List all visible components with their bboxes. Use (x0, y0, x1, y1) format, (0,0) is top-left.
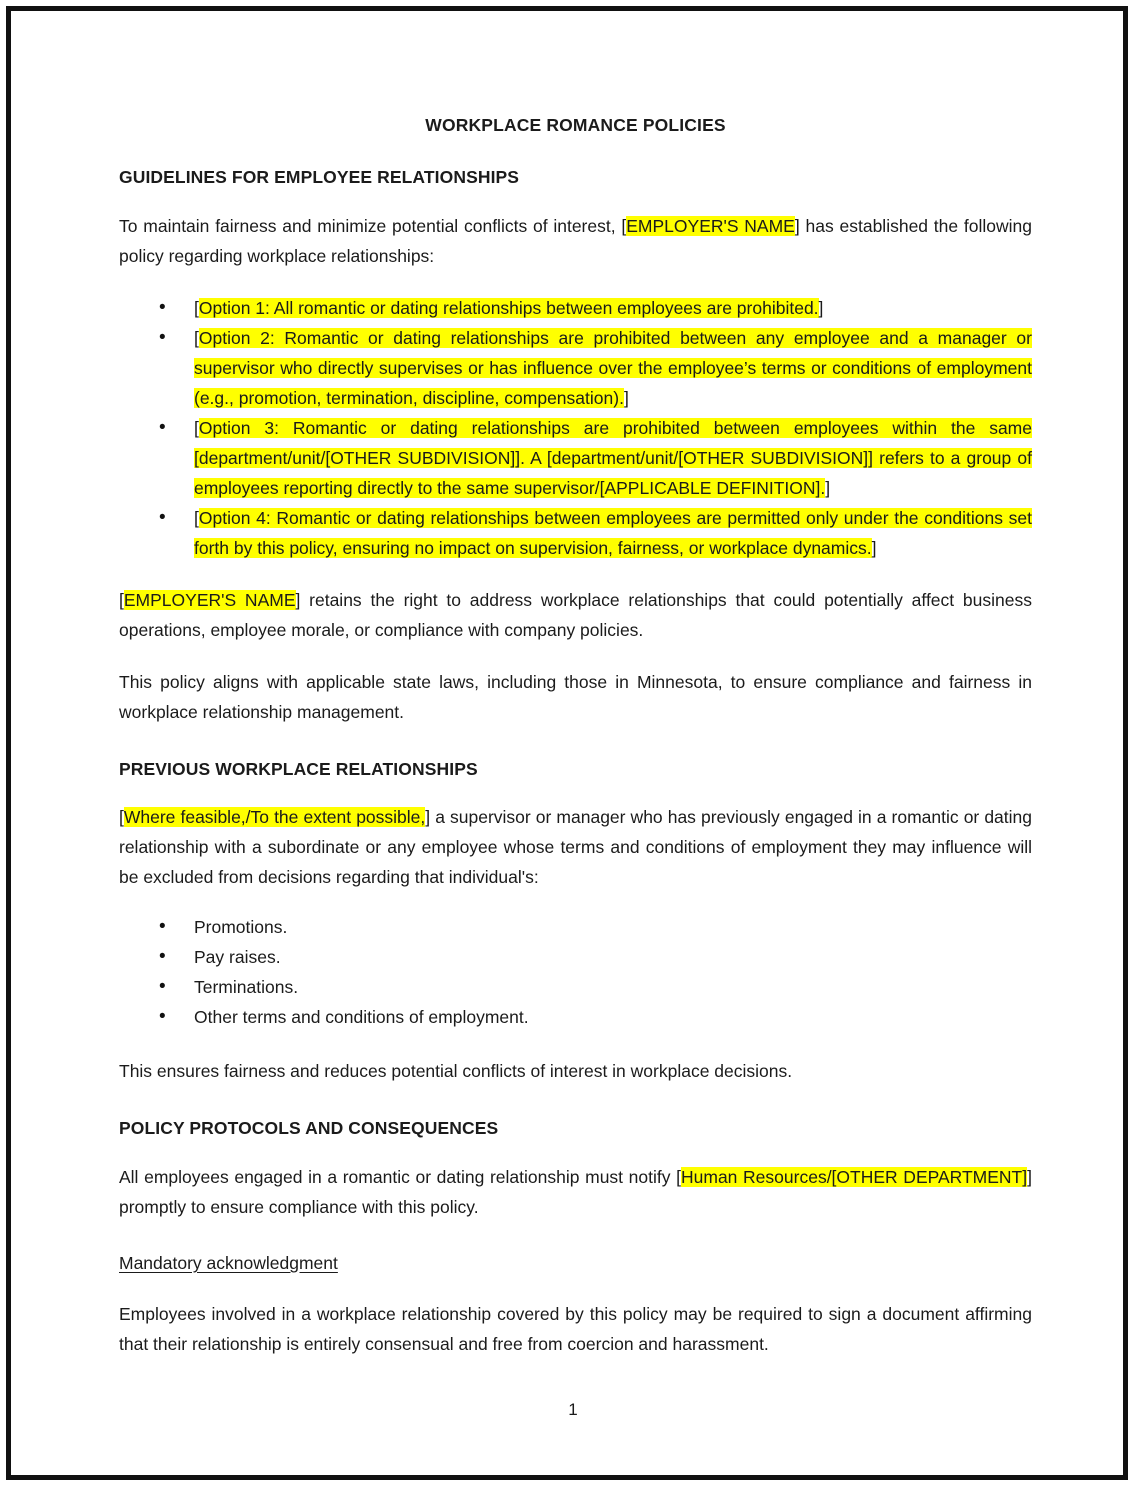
list-item-terminations: • Terminations. (119, 972, 1032, 1002)
option-3-close-bracket: ] (825, 477, 831, 498)
notify-text-after: ] promptly to ensure compliance with this policy. (119, 1167, 1032, 1218)
paragraph-notification-requirement (119, 1162, 1032, 1222)
policy-option-list (119, 293, 1032, 563)
intro-text-before: To maintain fairness and minimize potential conflicts of interest, [ (119, 215, 627, 236)
retention-open-bracket: [ (119, 589, 124, 610)
highlight-where-feasible: Where feasible,/To the extent possible, (123, 807, 426, 828)
list-item-other-terms: • Other terms and conditions of employment. (119, 1002, 1032, 1032)
option-2-close-bracket: ] (623, 387, 629, 408)
subheading-mandatory-acknowledgment: Mandatory acknowledgment (119, 1253, 338, 1274)
page-number-value: 1 (568, 1400, 578, 1419)
option-1-open-bracket: [ (194, 297, 199, 318)
section-heading-previous-relationships: PREVIOUS WORKPLACE RELATIONSHIPS (119, 758, 478, 779)
document-page (6, 6, 1128, 1480)
highlight-option-2: Option 2: Romantic or dating relationships are prohibited between any employee and a manager or supervisor who directly supervises or has influence over the employee’s terms or conditions of employment (e.g., promotion, termination, discipline, compensation). (194, 327, 1032, 408)
highlight-human-resources-department: Human Resources/[OTHER DEPARTMENT] (681, 1167, 1028, 1188)
highlight-option-1: Option 1: All romantic or dating relationships between employees are prohibited. (198, 297, 819, 318)
highlight-employers-name-2: EMPLOYER'S NAME (123, 589, 296, 610)
retention-text-after: ] retains the right to address workplace relationships that could potentially affect business operations, employee morale, or compliance with company policies. (119, 589, 1033, 640)
page-number-footer (11, 1400, 1123, 1420)
list-item-option-3 (119, 413, 1032, 503)
paragraph-fairness-closing: This ensures fairness and reduces potential conflicts of interest in workplace decisions. (119, 1061, 793, 1082)
highlight-employers-name-1: EMPLOYER'S NAME (626, 215, 795, 236)
option-1-close-bracket: ] (818, 297, 824, 318)
option-2-open-bracket: [ (194, 327, 199, 348)
paragraph-employer-retention (119, 585, 1032, 645)
list-item-option-2 (119, 323, 1032, 413)
highlight-option-4: Option 4: Romantic or dating relationships between employees are permitted only under the conditions set forth by this policy, ensuring no impact on supervision, fairness, or workplace dynamics. (194, 507, 1032, 558)
list-item-promotions: • Promotions. (119, 912, 1032, 942)
document-body (119, 115, 1032, 1359)
paragraph-previous-relationship-exclusions (119, 802, 1032, 892)
option-4-open-bracket: [ (194, 507, 199, 528)
highlight-option-3: Option 3: Romantic or dating relationships are prohibited between employees within the same [department/unit/[OTHER SUBDIVISION]]. A [department/unit/[OTHER SUBDIVISION]] refers to a group of employees reporting directly to the same supervisor/[APPLICABLE DEFINITION]. (194, 417, 1032, 498)
section-heading-policy-protocols: POLICY PROTOCOLS AND CONSEQUENCES (119, 1118, 499, 1139)
list-item-option-4 (119, 503, 1032, 563)
exclusion-decision-list (119, 912, 1032, 1032)
list-item-pay-raises: • Pay raises. (119, 942, 1032, 972)
list-item-option-1 (119, 293, 1032, 323)
paragraph-intro (119, 211, 1032, 271)
section-heading-guidelines: GUIDELINES FOR EMPLOYEE RELATIONSHIPS (119, 166, 520, 187)
option-3-open-bracket: [ (194, 417, 199, 438)
page-content-area (11, 11, 1123, 1475)
notify-text-before: All employees engaged in a romantic or dating relationship must notify [ (119, 1167, 681, 1188)
option-4-close-bracket: ] (871, 537, 877, 558)
paragraph-acknowledgment-document: Employees involved in a workplace relationship covered by this policy may be required to sign a document affirming that their relationship is entirely consensual and free from coercion and harassment. (119, 1303, 1032, 1354)
paragraph-state-law-alignment: This policy aligns with applicable state laws, including those in Minnesota, to ensure compliance and fairness in workplace relationship management. (119, 671, 1032, 722)
page-title: WORKPLACE ROMANCE POLICIES (425, 115, 726, 135)
intro-text-after: ] has established the following policy regarding workplace relationships: (119, 215, 1033, 266)
lead-in-open-bracket: [ (119, 807, 124, 828)
lead-in-text-after: ] a supervisor or manager who has previously engaged in a romantic or dating relationship with a subordinate or any employee whose terms and conditions of employment they may influence will be excluded from decisions regarding that individual's: (119, 807, 1032, 888)
